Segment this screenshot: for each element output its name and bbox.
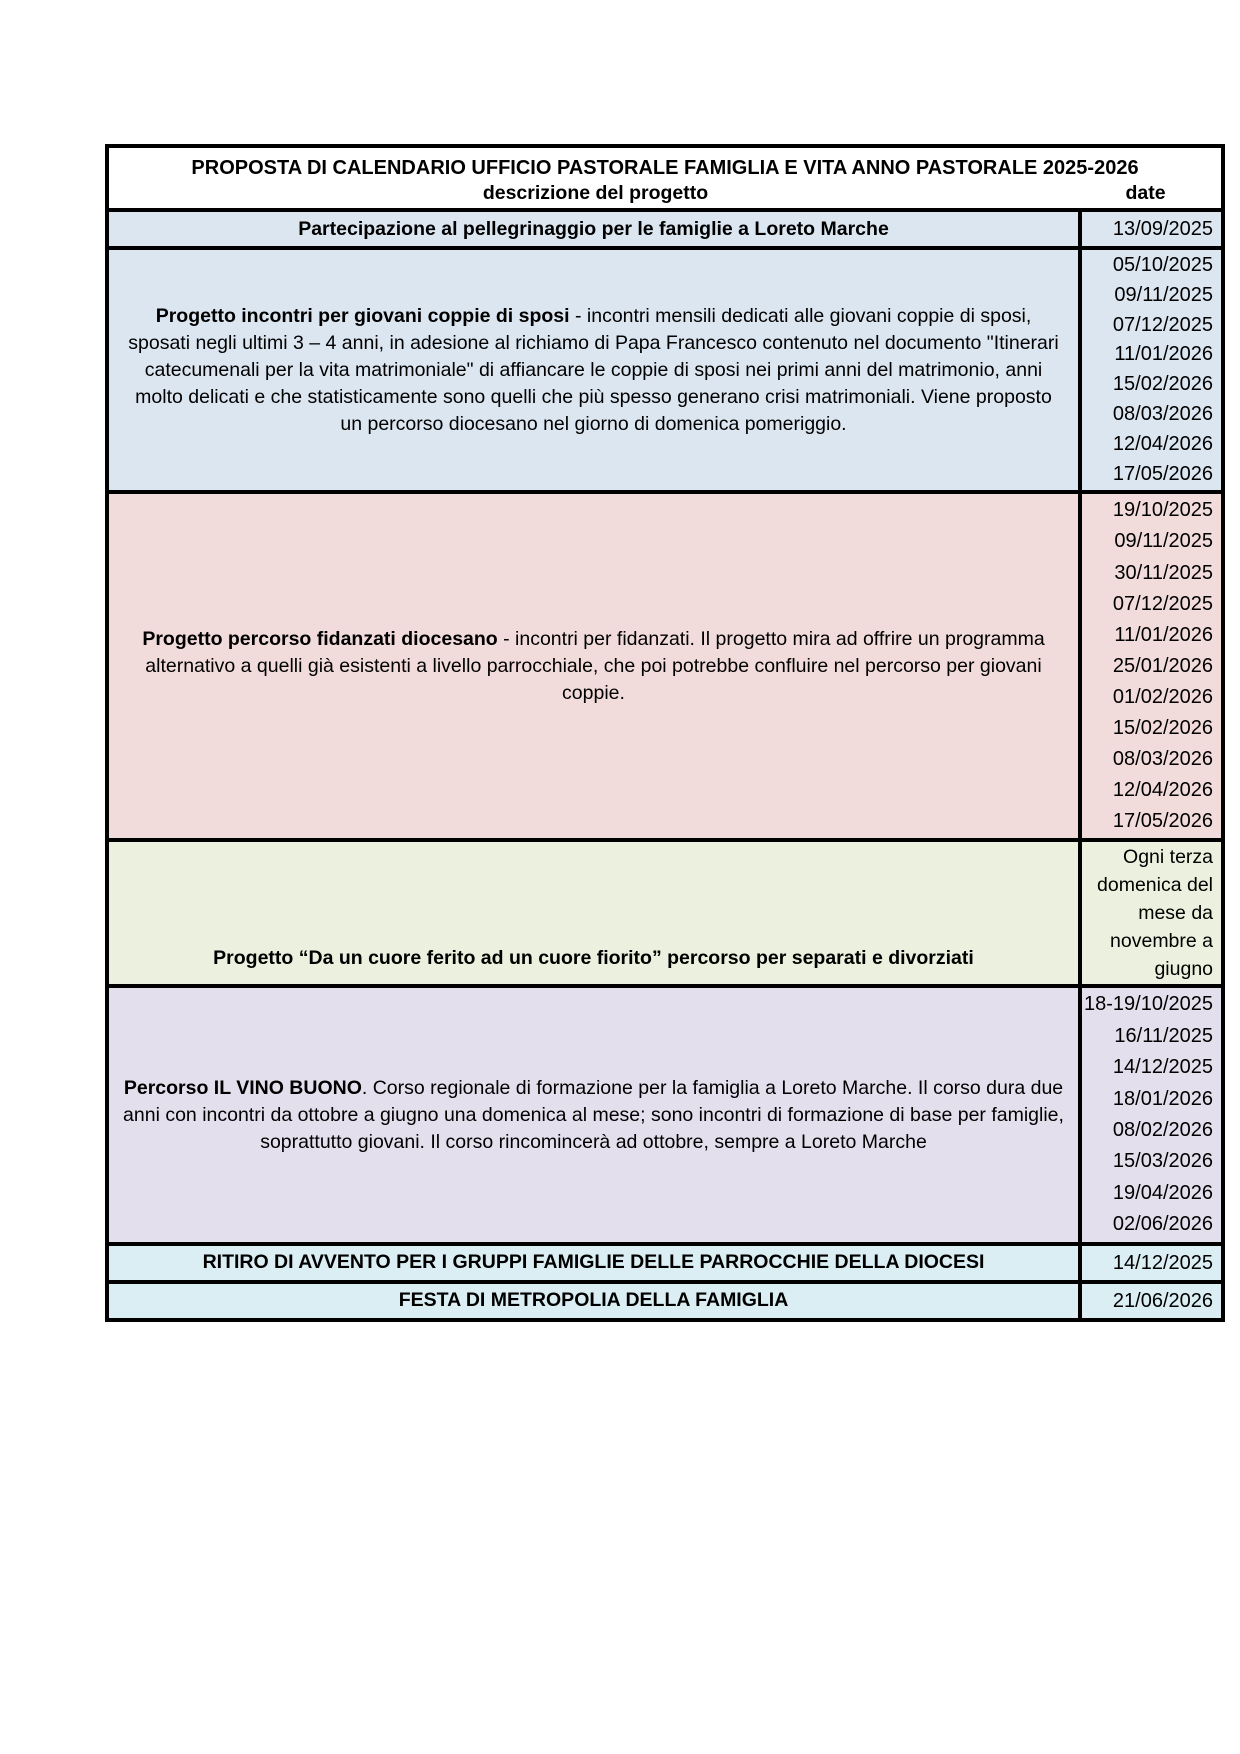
date-value: 15/02/2026 <box>1112 717 1214 740</box>
date-value: 17/05/2026 <box>1112 462 1214 485</box>
project-text: - incontri mensili dedicati alle giovani coppie di sposi, sposati negli ultimi 3 – 4 anni, in adesione al richiamo di Papa Francesco contenuto nel documento "Itinerari catecumenali per la vita matrimoniale" di affiancare le coppie di sposi nei primi anni del matrimonio, anni molto delicati e che statisticamente sono quelli che più spesso generano crisi matrimoniali. Viene proposto un percorso diocesano nel giorno di domenica pomeriggio. <box>128 304 1059 435</box>
project-title: FESTA DI METROPOLIA DELLA FAMIGLIA <box>398 1289 789 1312</box>
date-value: 25/01/2026 <box>1112 654 1214 677</box>
date-value: novembre a <box>1110 930 1214 953</box>
date-value: 05/10/2025 <box>1112 254 1214 276</box>
table-row <box>107 248 1223 492</box>
date-value: 30/11/2025 <box>1114 561 1214 584</box>
date-value: 08/03/2026 <box>1112 748 1214 771</box>
project-title: Progetto percorso fidanzati diocesano <box>142 627 498 650</box>
description-cell <box>107 1244 1080 1282</box>
project-text: . Corso regionale di formazione per la famiglia a Loreto Marche. Il corso dura due anni con incontri da ottobre a giugno una domenica al mese; sono incontri di formazione di base per famiglie, soprattutto giovani. Il corso rincomincerà ad ottobre, sempre a Loreto Marche <box>123 1076 1064 1153</box>
date-value: 15/03/2026 <box>1112 1150 1214 1173</box>
date-value: 14/12/2025 <box>1112 1056 1214 1079</box>
date-value: mese da <box>1138 902 1214 925</box>
dates-cell <box>1080 210 1223 248</box>
dates-cell <box>1080 248 1223 492</box>
date-value: 11/01/2026 <box>1114 343 1214 366</box>
date-value: 13/09/2025 <box>1112 218 1214 240</box>
date-value: 18-19/10/2025 <box>1084 993 1214 1016</box>
date-value: 02/06/2026 <box>1112 1213 1214 1236</box>
date-value: Ogni terza <box>1123 846 1214 869</box>
date-value: 09/11/2025 <box>1114 530 1214 553</box>
column-header-description: descrizione del progetto <box>482 182 709 204</box>
description-cell <box>107 840 1080 986</box>
project-title: Percorso IL VINO BUONO <box>123 1076 362 1099</box>
project-text: - incontri per fidanzati. Il progetto mira ad offrire un programma alternativo a quelli già esistenti a livello parrocchiale, che poi potrebbe confluire nel percorso per giovani coppie. <box>145 627 1045 704</box>
date-value: 17/05/2026 <box>1112 810 1214 833</box>
date-value: 01/02/2026 <box>1112 685 1214 708</box>
column-headers <box>109 182 1221 208</box>
date-value: 07/12/2025 <box>1112 313 1214 336</box>
date-value: 14/12/2025 <box>1112 1251 1214 1274</box>
project-title: RITIRO DI AVVENTO PER I GRUPPI FAMIGLIE DELLE PARROCCHIE DELLA DIOCESI <box>202 1251 985 1274</box>
project-title: Partecipazione al pellegrinaggio per le famiglie a Loreto Marche <box>298 217 889 240</box>
description-cell <box>107 986 1080 1243</box>
date-value: 07/12/2025 <box>1112 592 1214 615</box>
dates-cell <box>1080 1282 1223 1320</box>
description-cell <box>107 492 1080 840</box>
date-value: 21/06/2026 <box>1112 1289 1214 1312</box>
page-title: PROPOSTA DI CALENDARIO UFFICIO PASTORALE FAMIGLIA E VITA ANNO PASTORALE 2025-2026 <box>191 157 1139 179</box>
header-cell <box>107 146 1223 210</box>
date-value: 12/04/2026 <box>1112 779 1214 802</box>
date-value: 11/01/2026 <box>1114 623 1214 646</box>
date-value: 09/11/2025 <box>1114 283 1214 306</box>
date-value: 08/03/2026 <box>1112 402 1214 425</box>
date-value: 15/02/2026 <box>1112 373 1214 396</box>
table-row <box>107 986 1223 1243</box>
calendar-table <box>105 144 1225 1322</box>
description-cell <box>107 248 1080 492</box>
date-value: 12/04/2026 <box>1112 432 1214 455</box>
dates-cell <box>1080 986 1223 1243</box>
date-value: giugno <box>1154 958 1214 981</box>
date-value: 16/11/2025 <box>1114 1024 1214 1047</box>
table-row <box>107 1282 1223 1320</box>
description-cell <box>107 1282 1080 1320</box>
table-row <box>107 840 1223 986</box>
description-cell <box>107 210 1080 248</box>
date-value: 08/02/2026 <box>1112 1119 1214 1142</box>
project-title: Progetto “Da un cuore ferito ad un cuore fiorito” percorso per separati e divorziati <box>213 947 974 970</box>
dates-cell <box>1080 492 1223 840</box>
table-row <box>107 210 1223 248</box>
table-row <box>107 1244 1223 1282</box>
project-title: Progetto incontri per giovani coppie di sposi <box>155 304 570 327</box>
table-row <box>107 492 1223 840</box>
dates-cell <box>1080 840 1223 986</box>
column-header-date: date <box>1125 182 1166 204</box>
date-value: 18/01/2026 <box>1112 1087 1214 1110</box>
date-value: 19/10/2025 <box>1112 499 1214 522</box>
header-row <box>107 146 1223 210</box>
date-value: domenica del <box>1097 874 1214 897</box>
dates-cell <box>1080 1244 1223 1282</box>
date-value: 19/04/2026 <box>1112 1181 1214 1204</box>
